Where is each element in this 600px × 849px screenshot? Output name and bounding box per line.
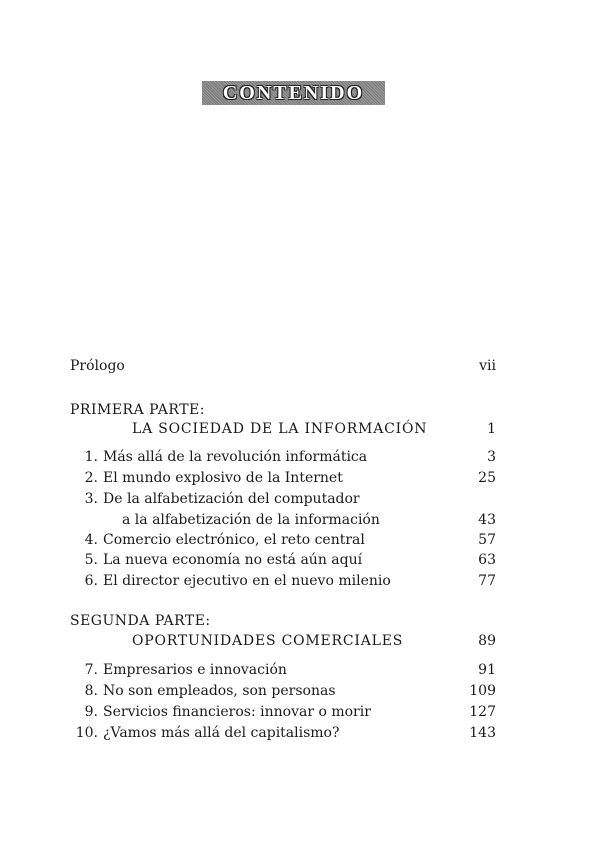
toc-page-number: vii	[479, 358, 496, 374]
toc-entry-prologue	[0, 356, 600, 376]
toc-label: No son empleados, son personas	[103, 683, 336, 699]
toc-label: Comercio electrónico, el reto central	[103, 532, 365, 548]
chapter-number: 5.	[84, 552, 98, 568]
toc-entry	[0, 550, 600, 570]
toc-label: Empresarios e innovación	[103, 662, 287, 678]
toc-entry	[0, 723, 600, 743]
toc-label: El mundo explosivo de la Internet	[103, 470, 343, 486]
toc-page-number: 3	[487, 449, 496, 465]
toc-entry-continuation	[0, 510, 600, 530]
part-title: LA SOCIEDAD DE LA INFORMACIÓN	[132, 421, 428, 437]
toc-page-number: 25	[478, 470, 496, 486]
toc-page-number: 77	[478, 573, 496, 589]
toc-label-continued: a la alfabetización de la información	[122, 512, 380, 528]
toc-page-number: 63	[478, 552, 496, 568]
toc-label: La nueva economía no está aún aquí	[103, 552, 363, 568]
toc-page-number: 109	[469, 683, 496, 699]
chapter-number: 6.	[84, 573, 98, 589]
toc-page-number: 143	[469, 725, 496, 741]
toc-label: ¿Vamos más allá del capitalismo?	[103, 725, 340, 741]
chapter-number: 8.	[84, 683, 98, 699]
toc-page-number: 43	[478, 512, 496, 528]
toc-entry	[0, 447, 600, 467]
toc-page-number: 89	[478, 633, 496, 649]
part-title-row	[0, 631, 600, 651]
toc-label: Servicios financieros: innovar o morir	[103, 704, 371, 720]
chapter-number: 9.	[84, 704, 98, 720]
toc-label: Más allá de la revolución informática	[103, 449, 368, 465]
chapter-number: 3.	[84, 491, 98, 507]
toc-page-number: 57	[478, 532, 496, 548]
toc-label: De la alfabetización del computador	[103, 491, 360, 507]
toc-entry	[0, 530, 600, 550]
page-title: CONTENIDO	[222, 81, 365, 104]
toc-entry	[0, 468, 600, 488]
chapter-number: 2.	[84, 470, 98, 486]
contents-title-banner	[202, 81, 385, 105]
part-title-row	[0, 419, 600, 439]
toc-entry	[0, 681, 600, 701]
toc-label: Prólogo	[70, 358, 125, 374]
chapter-number: 7.	[84, 662, 98, 678]
part-title: OPORTUNIDADES COMERCIALES	[132, 633, 404, 649]
toc-entry	[0, 702, 600, 722]
part-heading: SEGUNDA PARTE:	[70, 613, 211, 629]
chapter-number: 1.	[84, 449, 98, 465]
chapter-number: 4.	[84, 532, 98, 548]
toc-page-number: 91	[478, 662, 496, 678]
part-heading: PRIMERA PARTE:	[70, 402, 205, 418]
toc-entry	[0, 489, 600, 509]
chapter-number: 10.	[75, 725, 98, 741]
toc-label: El director ejecutivo en el nuevo milenio	[103, 573, 391, 589]
toc-entry	[0, 660, 600, 680]
toc-entry	[0, 571, 600, 591]
toc-page-number: 127	[469, 704, 496, 720]
toc-page-number: 1	[487, 421, 496, 437]
